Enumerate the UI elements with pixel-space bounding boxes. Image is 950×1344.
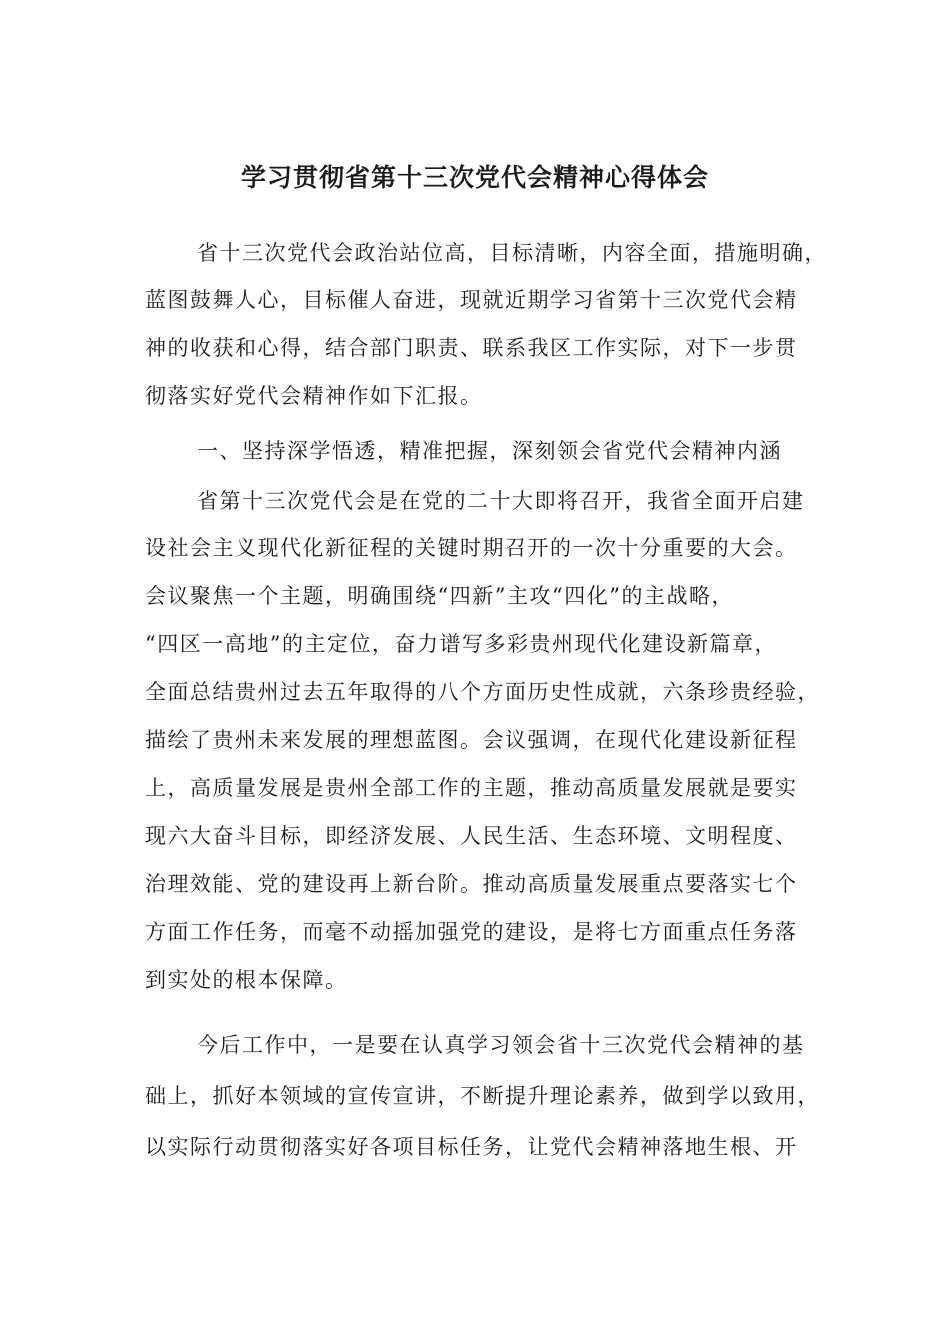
paragraph-line: 现六大奋斗目标，即经济发展、人民生活、生态环境、文明程度、 [145, 824, 798, 848]
paragraph-line: 全面总结贵州过去五年取得的八个方面历史性成就，六条珍贵经验， [145, 680, 820, 704]
paragraph-line: 治理效能、党的建设再上新台阶。推动高质量发展重点要落实七个 [145, 872, 798, 896]
paragraph-line: 础上，抓好本领域的宣传宣讲，不断提升理论素养，做到学以致用， [145, 1084, 820, 1108]
section-heading: 一、坚持深学悟透，精准把握，深刻领会省党代会精神内涵 [197, 439, 782, 463]
paragraph-line: 神的收获和心得，结合部门职责、联系我区工作实际，对下一步贯 [145, 336, 798, 360]
paragraph-line: 方面工作任务，而毫不动摇加强党的建设，是将七方面重点任务落 [145, 920, 798, 944]
paragraph-line: 彻落实好党代会精神作如下汇报。 [145, 384, 483, 408]
paragraph-line: 以实际行动贯彻落实好各项目标任务，让党代会精神落地生根、开 [145, 1135, 798, 1159]
paragraph-line: 今后工作中，一是要在认真学习领会省十三次党代会精神的基 [197, 1033, 805, 1057]
paragraph-line: 会议聚焦一个主题，明确围绕“四新”主攻“四化”的主战略， [145, 584, 734, 608]
paragraph-line: 省十三次党代会政治站位高，目标清晰，内容全面，措施明确， [197, 241, 827, 265]
paragraph-line: 到实处的根本保障。 [145, 968, 348, 992]
paragraph-line: 上，高质量发展是贵州全部工作的主题，推动高质量发展就是要实 [145, 776, 798, 800]
document-title: 学习贯彻省第十三次党代会精神心得体会 [240, 163, 709, 192]
paragraph-line: 蓝图鼓舞人心，目标催人奋进，现就近期学习省第十三次党代会精 [145, 288, 798, 312]
paragraph-line: 省第十三次党代会是在党的二十大即将召开，我省全面开启建 [197, 489, 805, 513]
paragraph-line: 描绘了贵州未来发展的理想蓝图。会议强调，在现代化建设新征程 [145, 728, 798, 752]
paragraph-line: “四区一高地”的主定位，奋力谱写多彩贵州现代化建设新篇章， [145, 632, 777, 656]
paragraph-line: 设社会主义现代化新征程的关键时期召开的一次十分重要的大会。 [145, 536, 798, 560]
